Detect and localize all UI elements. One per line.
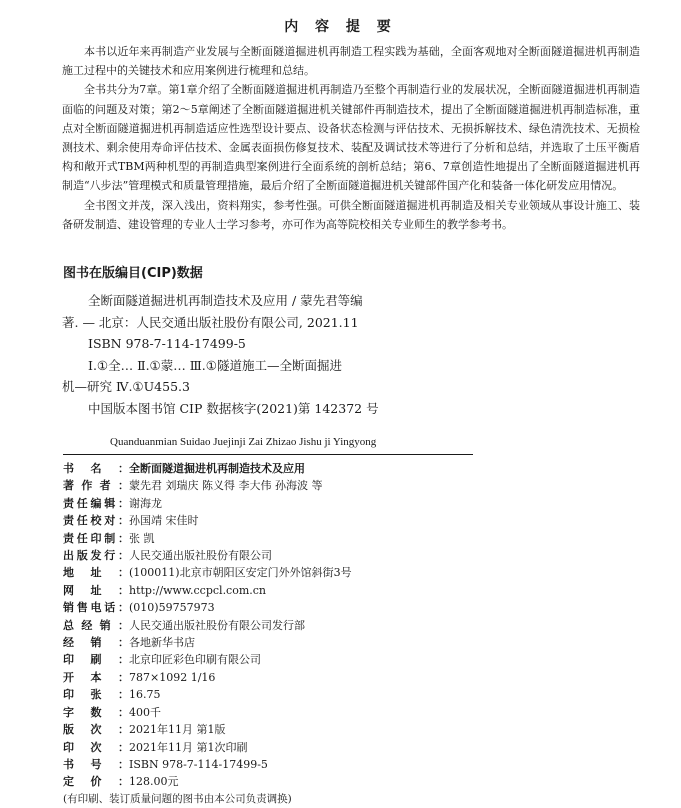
colophon-value: (010)59757973	[129, 601, 215, 615]
colophon-label: 字 数 ：	[63, 705, 129, 719]
summary-paragraph-3: 全书图文并茂，深入浅出，资料翔实，参考性强。可供全断面隧道掘进机再制造及相关专业领域从事设计施工、装备研发制造、建设管理的专业人士学习参考，亦可作为高等院校相关专业师生的教学参考书。	[62, 198, 640, 231]
colophon-value: 全断面隧道掘进机再制造技术及应用	[129, 462, 305, 475]
colophon-label: 网 址 ：	[63, 583, 129, 597]
colophon-row	[63, 651, 623, 668]
colophon-row	[63, 460, 623, 477]
divider	[63, 454, 473, 455]
cip-line: 著. — 北京：人民交通出版社股份有限公司, 2021.11	[62, 314, 359, 330]
colophon-label: 出 版 发 行 ：	[63, 549, 129, 563]
colophon-value: 16.75	[129, 688, 161, 702]
colophon-label: 定 价 ：	[63, 775, 129, 789]
colophon-row	[63, 634, 623, 651]
colophon-value: 787×1092 1/16	[129, 670, 216, 684]
summary-paragraph-2: 全书共分为7章。第1章介绍了全断面隧道掘进机再制造乃至整个再制造行业的发展状况，全断面隧道掘进机再制造面临的问题及对策；第2～5章阐述了全断面隧道掘进机关键部件再制造技术，提出了全断面隧道掘进机再制造标准，重点对全断面隧道掘进机再制造适应性选型设计要点、设备状态检测与评估技术、无损拆解技术、绿色清洗技术、无损检测技术、剩余使用寿命评估技术、金属表面损伤修复技术、装配及调试技术等进行了分析和总结，并选取了土压平衡盾构和敞开式TBM两种机型的再制造典型案例进行全面系统的剖析总结；第6、7章创造性地提出了全断面隧道掘进机再制造“八步法”管理模式和质量管理措施，最后介绍了全断面隧道掘进机关键部件国产化和装备一体化研发应用情况。	[62, 83, 640, 193]
colophon-label: 版 次 ：	[63, 723, 129, 737]
pinyin-title: Quanduanmian Suidao Juejinji Zai Zhizao Jishu ji Yingyong	[110, 436, 377, 448]
summary-text	[62, 42, 640, 234]
summary-paragraph-1: 本书以近年来再制造产业发展与全断面隧道掘进机再制造工程实践为基础，全面客观地对全断面隧道掘进机再制造施工过程中的关键技术和应用案例进行梳理和总结。	[62, 45, 640, 78]
colophon-label: 总 经 销 ：	[63, 618, 129, 632]
colophon-row	[63, 547, 623, 564]
colophon-row	[63, 721, 623, 738]
colophon-value: 张 凯	[129, 531, 155, 545]
colophon-label: 开 本 ：	[63, 670, 129, 684]
colophon-value: 人民交通出版社股份有限公司发行部	[129, 618, 305, 632]
colophon-row	[63, 599, 623, 616]
colophon-value: 2021年11月 第1版	[129, 723, 226, 737]
cip-line: ISBN 978-7-114-17499-5	[88, 336, 246, 351]
colophon-label: 销 售 电 话 ：	[63, 601, 129, 615]
cip-title: 图书在版编目(CIP)数据	[63, 266, 203, 281]
colophon-row	[63, 739, 623, 756]
colophon-value: 谢海龙	[129, 496, 162, 510]
colophon-row	[63, 773, 623, 790]
colophon-value: 蒙先君 刘瑞庆 陈义得 李大伟 孙海波 等	[129, 479, 323, 493]
colophon-row	[63, 512, 623, 529]
colophon-value: 孙国靖 宋佳时	[129, 514, 199, 528]
colophon-row	[63, 617, 623, 634]
colophon-label: 经 销 ：	[63, 636, 129, 650]
colophon-label: 书 号 ：	[63, 757, 129, 771]
colophon-value: 北京印匠彩色印刷有限公司	[129, 653, 261, 667]
colophon-value: 2021年11月 第1次印刷	[129, 740, 248, 754]
cip-line: 全断面隧道掘进机再制造技术及应用 / 蒙先君等编	[88, 293, 363, 308]
summary-heading: 内 容 提 要	[284, 19, 397, 35]
colophon-row	[63, 756, 623, 773]
colophon-row	[63, 686, 623, 703]
colophon-value: 128.00元	[129, 775, 179, 789]
cip-line: 机—研究 Ⅳ.①U455.3	[62, 379, 190, 394]
colophon-label: 印 张 ：	[63, 688, 129, 702]
colophon-label: 责 任 印 制 ：	[63, 531, 129, 545]
colophon-row	[63, 704, 623, 721]
colophon	[63, 460, 623, 808]
colophon-label: 责 任 编 辑 ：	[63, 496, 129, 510]
colophon-value: http://www.ccpcl.com.cn	[129, 583, 267, 597]
cip-block	[62, 290, 448, 419]
quality-note: (有印刷、装订质量问题的图书由本公司负责调换)	[63, 792, 292, 805]
colophon-value: (100011)北京市朝阳区安定门外外馆斜街3号	[129, 566, 352, 580]
colophon-label: 印 刷 ：	[63, 653, 129, 667]
colophon-label: 著 作 者 ：	[63, 479, 129, 493]
cip-line: Ⅰ.①全… Ⅱ.①蒙… Ⅲ.①隧道施工—全断面掘进	[88, 357, 342, 373]
colophon-label: 印 次 ：	[63, 740, 129, 754]
cip-line: 中国版本图书馆 CIP 数据核字(2021)第 142372 号	[88, 400, 379, 416]
colophon-label: 责 任 校 对 ：	[63, 514, 129, 528]
colophon-label: 地 址 ：	[63, 566, 129, 580]
colophon-row	[63, 582, 623, 599]
colophon-row	[63, 495, 623, 512]
colophon-row	[63, 564, 623, 581]
colophon-value: 400千	[129, 705, 161, 719]
colophon-label: 书 名 ：	[63, 462, 129, 475]
colophon-row	[63, 669, 623, 686]
colophon-row	[63, 477, 623, 494]
colophon-row	[63, 530, 623, 547]
colophon-value: 各地新华书店	[129, 636, 195, 650]
colophon-value: ISBN 978-7-114-17499-5	[129, 757, 268, 771]
colophon-value: 人民交通出版社股份有限公司	[129, 549, 272, 563]
